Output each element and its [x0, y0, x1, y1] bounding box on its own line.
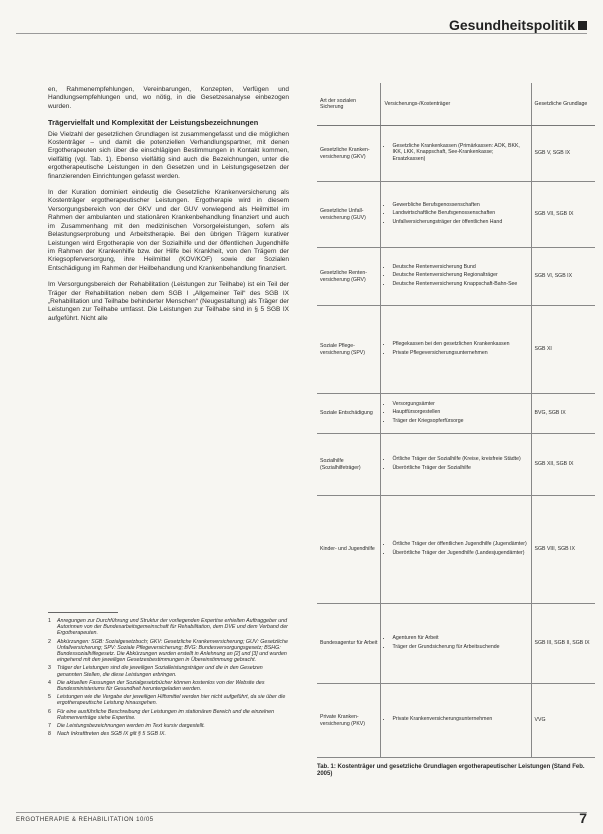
cell-traeger	[381, 126, 531, 182]
cell-art: Gesetzliche Unfall-versicherung (GUV)	[317, 182, 381, 248]
table-row	[317, 604, 595, 684]
table-row	[317, 182, 595, 248]
col-header-art: Art der sozialen Sicherung	[317, 83, 381, 126]
table-header-row	[317, 83, 595, 126]
footnote: 1 Anregungen zur Durchführung und Struktur der vorliegenden Expertise erhielten Auftraggeber und Autorinnen von der Bundesarbeitsgemeinschaft für Rehabilitation, dem DVE und dem Verband der Ergotherapeuten.	[48, 618, 288, 637]
cell-grundlage: SGB XII, SGB IX	[531, 434, 595, 496]
traeger-item: • Örtliche Träger der Sozialhilfe (Kreise, kreisfreie Städte)	[392, 456, 527, 462]
table-1	[317, 83, 595, 761]
cost-bearer-table	[317, 83, 595, 758]
footnote: 6 Für eine ausführliche Beschreibung der Leistungen im stationären Bereich und die einzelnen Rahmenverträge siehe Expertise.	[48, 708, 275, 721]
footnote: 5 Leistungen wie die Vergabe der jeweiligen Hilfsmittel werden hier nicht aufgeführt, da sie über die ergotherapeutische Leistung hinausgehen.	[48, 694, 286, 707]
heading-traegervielfalt: Trägervielfalt und Komplexität der Leistungsbezeichnungen	[48, 118, 259, 128]
traeger-item: • Landwirtschaftliche Berufsgenossenschaften	[392, 210, 527, 216]
table-row	[317, 394, 595, 434]
traeger-item: • Deutsche Rentenversicherung Knappschaft-Bahn-See	[392, 281, 527, 287]
table-row	[317, 434, 595, 496]
traeger-item: • Pflegekassen bei den gesetzlichen Krankenkassen	[392, 341, 527, 347]
paragraph-2: In der Kuration dominiert eindeutig die Gesetzliche Krankenversicherung als Kostenträger ergotherapeutischer Leistungen. Ergotherapie wird in diesem Versorgungsbereich von der GKV und der GUV vorwiegend als Heilmittel im Rahmen der ambulanten und stationären Krankenbehandlung finanziert und auch im Zusammenhang mit den medizinischen Vorsorgeleistungen, sofern als Belastungserprobung und Arbeitstherapie. Bei den übrigen Trägern kurativer Leistungen wird Ergotherapie von der Sozialhilfe und der öffentlichen Jugendhilfe im Rahmen der Krankenhilfe bzw. der Hilfe bei Krankheit, von den Trägern der Kriegsopferversorgung, ihre Heilmittel (KOV/KOF) sowie der Sozialen Entschädigung im Rahmen der Heilbehandlung und Krankenbehandlung finanziert.	[48, 189, 289, 272]
traeger-item: • Gewerbliche Berufsgenossenschaften	[392, 202, 527, 208]
traeger-item: • Überörtliche Träger der Jugendhilfe (Landesjugendämter)	[392, 550, 527, 556]
section-title: Gesundheitspolitik	[448, 17, 575, 33]
cell-traeger	[381, 182, 531, 248]
header-rule	[16, 33, 587, 34]
traeger-item: • Hauptfürsorgestellen	[392, 409, 527, 415]
cell-traeger	[381, 394, 531, 434]
cell-traeger	[381, 248, 531, 306]
cell-art: Private Kranken-versicherung (PKV)	[317, 684, 381, 758]
cell-art: Gesetzliche Kranken-versicherung (GKV)	[317, 126, 381, 182]
footnotes	[48, 618, 289, 739]
table-row	[317, 684, 595, 758]
page-number: 7	[579, 810, 587, 826]
cell-art: Sozialhilfe (Sozialhilfeträger)	[317, 434, 381, 496]
cell-traeger	[381, 604, 531, 684]
col-header-traeger: Versicherungs-/Kostenträger	[381, 83, 531, 126]
table-row	[317, 248, 595, 306]
article-body	[48, 86, 289, 331]
cell-grundlage: SGB VI, SGB IX	[531, 248, 595, 306]
footnote: 8 Nach Inkrafttreten des SGB IX gilt § 5 SGB IX.	[48, 731, 166, 738]
cell-grundlage: SGB III, SGB II, SGB IX	[531, 604, 595, 684]
cell-grundlage: SGB XI	[531, 306, 595, 394]
table-row	[317, 126, 595, 182]
footnote: 3 Träger der Leistungen sind die jeweiligen Sozialleistungsträger und die in den Gesetzen genannten Stellen, die diese Leistungen erbringen.	[48, 665, 263, 678]
col-header-grundlage: Gesetzliche Grundlage	[531, 83, 595, 126]
journal-name: ERGOTHERAPIE & REHABILITATION 10/05	[16, 817, 154, 823]
traeger-item: • Private Pflegeversicherungsunternehmen	[392, 350, 527, 356]
cell-traeger	[381, 496, 531, 604]
paragraph-1: Die Vielzahl der gesetzlichen Grundlagen ist zusammengefasst und die möglichen Kostenträger – und damit die potenziellen Verhandlungspartner, mit denen Ergotherapeuten sich über die einschlägigen Bestimmungen in Kontakt kommen, vielfältig (vgl. Tab. 1). Ebenso vielfältig sind auch die Bezeichnungen, unter die ergotherapeutische Leistungen in den Gesetzen und in Leistungsgesetzen der finanzierenden Einrichtungen gefasst werden.	[48, 130, 289, 180]
traeger-item: • Örtliche Träger der öffentlichen Jugendhilfe (Jugendämter)	[392, 541, 527, 547]
traeger-item: • Versorgungsämter	[392, 401, 527, 407]
footer-rule	[16, 812, 587, 813]
traeger-item: • Träger der Kriegsopferfürsorge	[392, 418, 527, 424]
cell-art: Kinder- und Jugendhilfe	[317, 496, 381, 604]
traeger-item: • Deutsche Rentenversicherung Regionalträger	[392, 272, 527, 278]
cell-grundlage: BVG, SGB IX	[531, 394, 595, 434]
cell-traeger	[381, 306, 531, 394]
cell-grundlage: SGB VII, SGB IX	[531, 182, 595, 248]
section-marker-icon	[578, 21, 587, 30]
cell-art: Soziale Pflege-versicherung (SPV)	[317, 306, 381, 394]
cell-traeger	[381, 434, 531, 496]
cell-art: Soziale Entschädigung	[317, 394, 381, 434]
footnote: 2 Abkürzungen: SGB: Sozialgesetzbuch; GKV: Gesetzliche Krankenversicherung; GUV: Gesetzliche Unfallversicherung; SPV: Soziale Pflegeversicherung; BVG: Bundesversorgungsgesetz; BSHG: Bundessozialhilfegesetz. Die Abkürzungen wurden erstellt in Anlehnung an [2] und [3] und wurden eingehend mit den jeweiligen Gesetzesbestimmungen in Übereinstimmung gebracht.	[48, 638, 288, 664]
paragraph-3: Im Versorgungsbereich der Rehabilitation (Leistungen zur Teilhabe) ist ein Teil der Träger der Rehabilitation neben dem SGB I „Allgemeiner Teil“ des SGB IX „Rehabilitation und Teilhabe behinderter Menschen“ (Neugestaltung) als Träger der Leistungen zur Teilhabe umfasst. Die Leistungen zur Teilhabe sind in § 5 SGB IX aufgeführt. Nicht alle	[48, 281, 289, 322]
traeger-item: • Agenturen für Arbeit	[392, 635, 527, 641]
cell-grundlage: VVG	[531, 684, 595, 758]
intro-paragraph: en, Rahmenempfehlungen, Vereinbarungen, Konzepten, Verfügen und Handlungsempfehlungen und, wo nötig, in die Gesetzesanalyse einbezogen wurden.	[48, 86, 289, 110]
table-caption: Tab. 1: Kostenträger und gesetzliche Grundlagen ergotherapeutischer Leistungen (Stand Feb. 2005)	[317, 764, 585, 777]
footnote-divider	[48, 612, 118, 613]
cell-traeger	[381, 684, 531, 758]
table-row	[317, 496, 595, 604]
traeger-item: • Unfallversicherungsträger der öffentlichen Hand	[392, 219, 527, 225]
traeger-item: • Gesetzliche Krankenkassen (Primärkassen: AOK, BKK, IKK, LKK, Knappschaft, See-Krankenkasse; Ersatzkassen)	[392, 143, 527, 162]
traeger-item: • Überörtliche Träger der Sozialhilfe	[392, 465, 527, 471]
footnote: 4 Die aktuellen Fassungen der Sozialgesetzbücher können kostenlos von der Website des Bundesministeriums für Gesundheit heruntergeladen werden.	[48, 679, 265, 693]
footnote: 7 Die Leistungsbezeichnungen werden im Text kursiv dargestellt.	[48, 723, 205, 730]
cell-art: Bundesagentur für Arbeit	[317, 604, 381, 684]
traeger-item: • Private Krankenversicherungsunternehmen	[392, 716, 527, 722]
cell-grundlage: SGB V, SGB IX	[531, 126, 595, 182]
traeger-item: • Träger der Grundsicherung für Arbeitsuchende	[392, 644, 527, 650]
table-row	[317, 306, 595, 394]
traeger-item: • Deutsche Rentenversicherung Bund	[392, 264, 527, 270]
cell-art: Gesetzliche Renten-versicherung (GRV)	[317, 248, 381, 306]
cell-grundlage: SGB VIII, SGB IX	[531, 496, 595, 604]
